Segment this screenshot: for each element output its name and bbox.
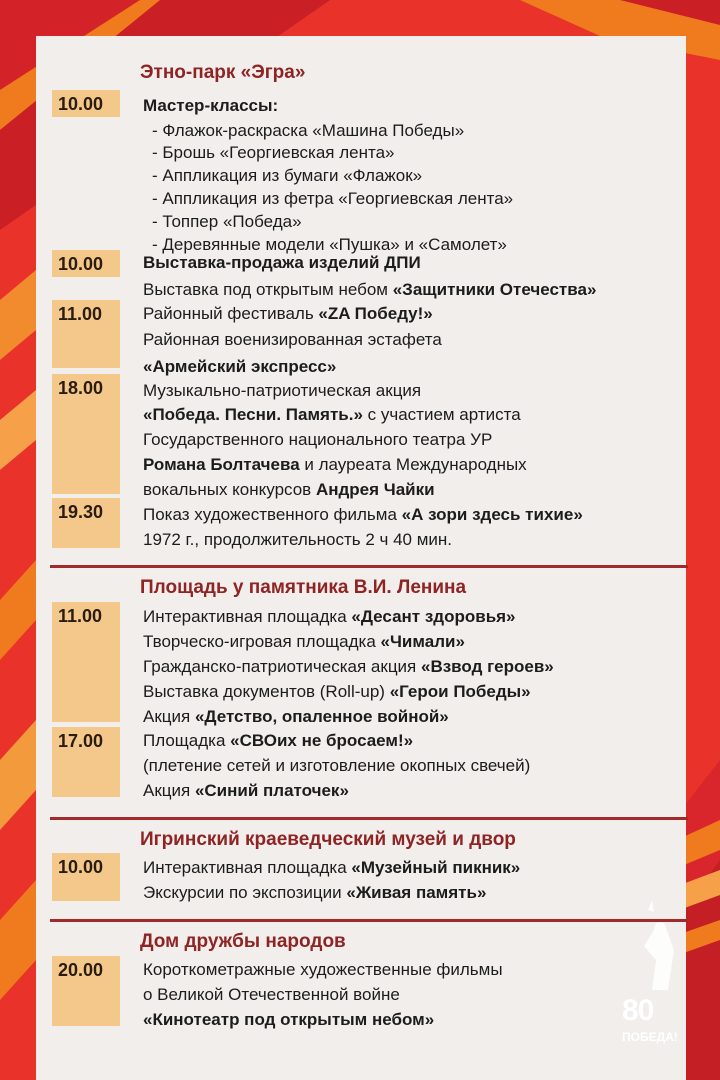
event-line — [143, 530, 452, 550]
event-highlight: «ZA Победу!» — [318, 304, 433, 323]
time-box: 10.00 — [52, 250, 120, 277]
event-text: - Брошь «Георгиевская лента» — [152, 143, 395, 162]
event-highlight: «А зори здесь тихие» — [401, 505, 583, 524]
event-text: Экскурсии по экспозиции — [143, 883, 347, 902]
time-box: 11.00 — [52, 300, 120, 368]
event-line — [143, 756, 530, 776]
event-text: - Топпер «Победа» — [152, 212, 302, 231]
event-line — [152, 121, 464, 141]
event-text: - Флажок-раскраска «Машина Победы» — [152, 121, 465, 140]
event-highlight: Мастер-классы: — [143, 96, 279, 115]
event-text: Государственного национального театра УР — [143, 430, 493, 449]
event-line — [152, 166, 422, 186]
section-title: Этно-парк «Эгра» — [140, 62, 306, 83]
event-text: (плетение сетей и изготовление окопных свечей) — [143, 756, 531, 775]
section-divider — [50, 919, 688, 922]
monument-silhouette-icon — [630, 900, 690, 995]
event-text: Акция — [143, 781, 195, 800]
event-highlight: «Музейный пикник» — [351, 858, 521, 877]
event-line — [143, 707, 449, 727]
event-line — [143, 607, 516, 627]
event-highlight: Андрея Чайки — [315, 480, 435, 499]
event-line — [143, 632, 465, 652]
time-box: 10.00 — [52, 853, 120, 901]
event-highlight: «Армейский экспресс» — [143, 357, 337, 376]
event-line — [143, 731, 413, 751]
logo-number: 80 — [622, 994, 654, 1027]
event-line — [152, 189, 513, 209]
time-box: 18.00 — [52, 374, 120, 494]
time-box: 11.00 — [52, 602, 120, 722]
section-title: Площадь у памятника В.И. Ленина — [140, 577, 467, 598]
event-text: Гражданско-патриотическая акция — [143, 657, 421, 676]
event-line — [143, 455, 527, 475]
event-line — [143, 253, 421, 273]
event-line — [143, 657, 554, 677]
time-box: 19.30 — [52, 498, 120, 548]
event-line — [143, 505, 583, 525]
section-divider — [50, 565, 688, 568]
event-line — [152, 143, 395, 163]
time-box: 17.00 — [52, 727, 120, 797]
event-text: Творческо-игровая площадка — [143, 632, 381, 651]
event-highlight: «Победа. Песни. Память.» — [143, 405, 363, 424]
event-text: Музыкально-патриотическая акция — [143, 381, 422, 400]
event-highlight: «Синий платочек» — [194, 781, 349, 800]
event-highlight: Романа Болтачева — [143, 455, 300, 474]
event-text: Интерактивная площадка — [143, 607, 352, 626]
event-highlight: Выставка-продажа изделий ДПИ — [143, 253, 421, 272]
event-text: Районная военизированная эстафета — [143, 330, 442, 349]
event-highlight: «Живая память» — [346, 883, 487, 902]
event-text: - Аппликация из фетра «Георгиевская лента» — [152, 189, 514, 208]
event-highlight: «Кинотеатр под открытым небом» — [143, 1010, 435, 1029]
section-title: Дом дружбы народов — [140, 931, 346, 952]
event-line — [143, 357, 336, 377]
event-highlight: «Взвод героев» — [421, 657, 554, 676]
section-title: Игринский краеведческий музей и двор — [140, 829, 516, 850]
time-box: 10.00 — [52, 90, 120, 117]
event-line — [143, 405, 521, 425]
event-text: Выставка под открытым небом — [143, 280, 393, 299]
event-text: и лауреата Международных — [299, 455, 527, 474]
event-line — [143, 96, 278, 116]
event-text: Районный фестиваль — [143, 304, 319, 323]
event-line — [143, 330, 442, 350]
time-box: 20.00 — [52, 956, 120, 1026]
event-line — [143, 985, 400, 1005]
event-line — [143, 682, 531, 702]
logo-text: ПОБЕДА! — [622, 1030, 678, 1044]
event-text: - Аппликация из бумаги «Флажок» — [152, 166, 423, 185]
event-highlight: «Герои Победы» — [389, 682, 531, 701]
event-text: Выставка документов (Roll-up) — [143, 682, 390, 701]
event-text: 1972 г., продолжительность 2 ч 40 мин. — [143, 530, 453, 549]
event-line — [143, 280, 596, 300]
event-text: о Великой Отечественной войне — [143, 985, 400, 1004]
event-line — [143, 304, 433, 324]
event-text: Показ художественного фильма — [143, 505, 402, 524]
event-highlight: «СВОих не бросаем!» — [230, 731, 414, 750]
event-line — [143, 960, 503, 980]
event-line — [143, 781, 349, 801]
event-text: - Деревянные модели «Пушка» и «Самолет» — [152, 235, 507, 254]
event-line — [143, 1010, 434, 1030]
event-highlight: «Десант здоровья» — [351, 607, 516, 626]
event-line — [143, 883, 486, 903]
event-line — [143, 381, 421, 401]
event-line — [152, 212, 302, 232]
event-line — [152, 235, 507, 255]
event-text: с участием артиста — [362, 405, 521, 424]
event-text: вокальных конкурсов — [143, 480, 316, 499]
event-line — [143, 480, 435, 500]
event-text: Короткометражные художественные фильмы — [143, 960, 503, 979]
section-divider — [50, 817, 688, 820]
event-text: Площадка — [143, 731, 231, 750]
event-text: Акция — [143, 707, 195, 726]
event-highlight: «Детство, опаленное войной» — [194, 707, 449, 726]
event-line — [143, 858, 520, 878]
event-text: Интерактивная площадка — [143, 858, 352, 877]
event-highlight: «Чимали» — [380, 632, 465, 651]
event-highlight: «Защитники Отечества» — [392, 280, 597, 299]
event-line — [143, 430, 492, 450]
